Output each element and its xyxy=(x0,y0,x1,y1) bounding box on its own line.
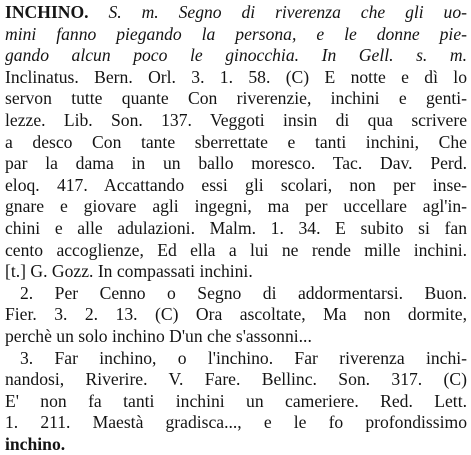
entry-line-9: eloq. 417. Accattando essi gli scolari, non per inse- xyxy=(5,174,467,195)
entry-line-3: gando alcun poco le ginocchia. In Gell. s. m. xyxy=(5,45,467,66)
final-word: inchino. xyxy=(5,433,66,454)
entry-line-1 xyxy=(5,2,467,24)
entry-line-10: gnare e giovare agli ingegni, ma per uccellare agl'in- xyxy=(5,196,467,217)
definition-text: S. m. Segno di riverenza che gli uo- xyxy=(88,2,467,22)
entry-line-13: [t.] G. Gozz. In compassati inchini. xyxy=(5,261,253,282)
entry-line-8: par la dama in un ballo moresco. Tac. Dav. Perd. xyxy=(5,153,467,174)
entry-line-7: a desco Con tante sberrettate e tanti inchini, Che xyxy=(5,131,467,152)
entry-line-6: lezze. Lib. Son. 137. Veggoti insin di qua scrivere xyxy=(5,109,467,130)
sense-3-line-2: nandosi, Riverire. V. Fare. Bellinc. Son. 317. (C) xyxy=(5,369,467,390)
sense-2-line-2: Fier. 3. 2. 13. (C) Ora ascoltate, Ma non dormite, xyxy=(5,304,467,325)
headword: INCHINO. xyxy=(5,2,89,22)
entry-line-4: Inclinatus. Bern. Orl. 3. 1. 58. (C) E notte e dì lo xyxy=(5,66,467,87)
entry-line-11: chini e alle adulazioni. Malm. 1. 34. E subito si fan xyxy=(5,217,467,238)
sense-3-line-3: E' non fa tanti inchini un cameriere. Red. Lett. xyxy=(5,390,467,411)
sense-3-line-1: 3. Far inchino, o l'inchino. Far riverenza inchi- xyxy=(20,347,467,368)
entry-line-12: cento accoglienze, Ed ella a lui ne rende mille inchini. xyxy=(5,239,467,260)
sense-2-line-1: 2. Per Cenno o Segno di addormentarsi. Buon. xyxy=(20,282,467,303)
sense-2-line-3: perchè un solo inchino D'un che s'assonni... xyxy=(5,325,312,346)
entry-line-5: servon tutte quante Con riverenzie, inchini e genti- xyxy=(5,88,467,109)
sense-3-line-4: 1. 211. Maestà gradisca..., e le fo profondissimo xyxy=(5,412,467,433)
sense-3-line-5 xyxy=(5,434,467,455)
entry-line-2: mini fanno piegando la persona, e le donne pie- xyxy=(5,23,467,44)
